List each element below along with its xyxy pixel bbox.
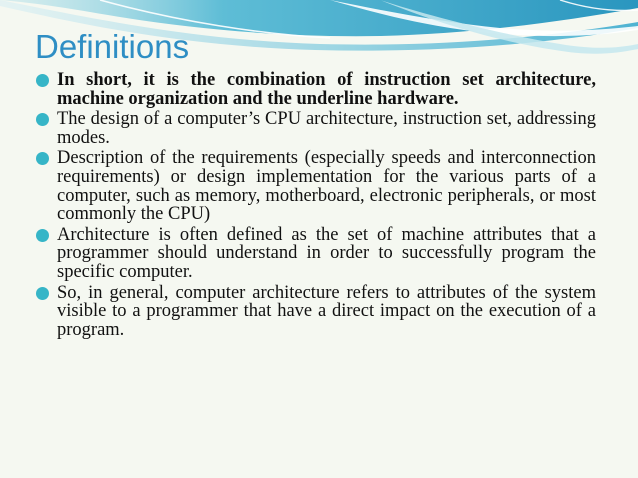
- bullet-text: Architecture is often defined as the set of machine attributes that a programmer should understand in order to successfully program the specific computer.: [57, 224, 596, 282]
- bullet-list: [36, 71, 596, 339]
- bullet-circle-icon: [36, 229, 49, 242]
- bullet-circle-icon: [36, 287, 49, 300]
- bullet-circle-icon: [36, 113, 49, 126]
- bullet-item: [36, 149, 596, 223]
- bullet-circle-icon: [36, 152, 49, 165]
- bullet-text: Description of the requirements (especially speeds and interconnection requirements) or design implementation for the various parts of a computer, such as memory, motherboard, electronic peripherals, or most commonly the CPU): [57, 148, 596, 225]
- bullet-item: [36, 71, 596, 108]
- bullet-item: [36, 284, 596, 340]
- bullet-text: In short, it is the combination of instruction set architecture, machine organization and the underline hardware.: [57, 70, 596, 109]
- slide-title: Definitions: [35, 28, 190, 65]
- bullet-text: The design of a computer’s CPU architecture, instruction set, addressing modes.: [57, 109, 596, 148]
- bullet-item: [36, 110, 596, 147]
- bullet-item: [36, 226, 596, 282]
- bullet-circle-icon: [36, 74, 49, 87]
- bullet-text: So, in general, computer architecture refers to attributes of the system visible to a programmer that have a direct impact on the execution of a program.: [57, 282, 596, 340]
